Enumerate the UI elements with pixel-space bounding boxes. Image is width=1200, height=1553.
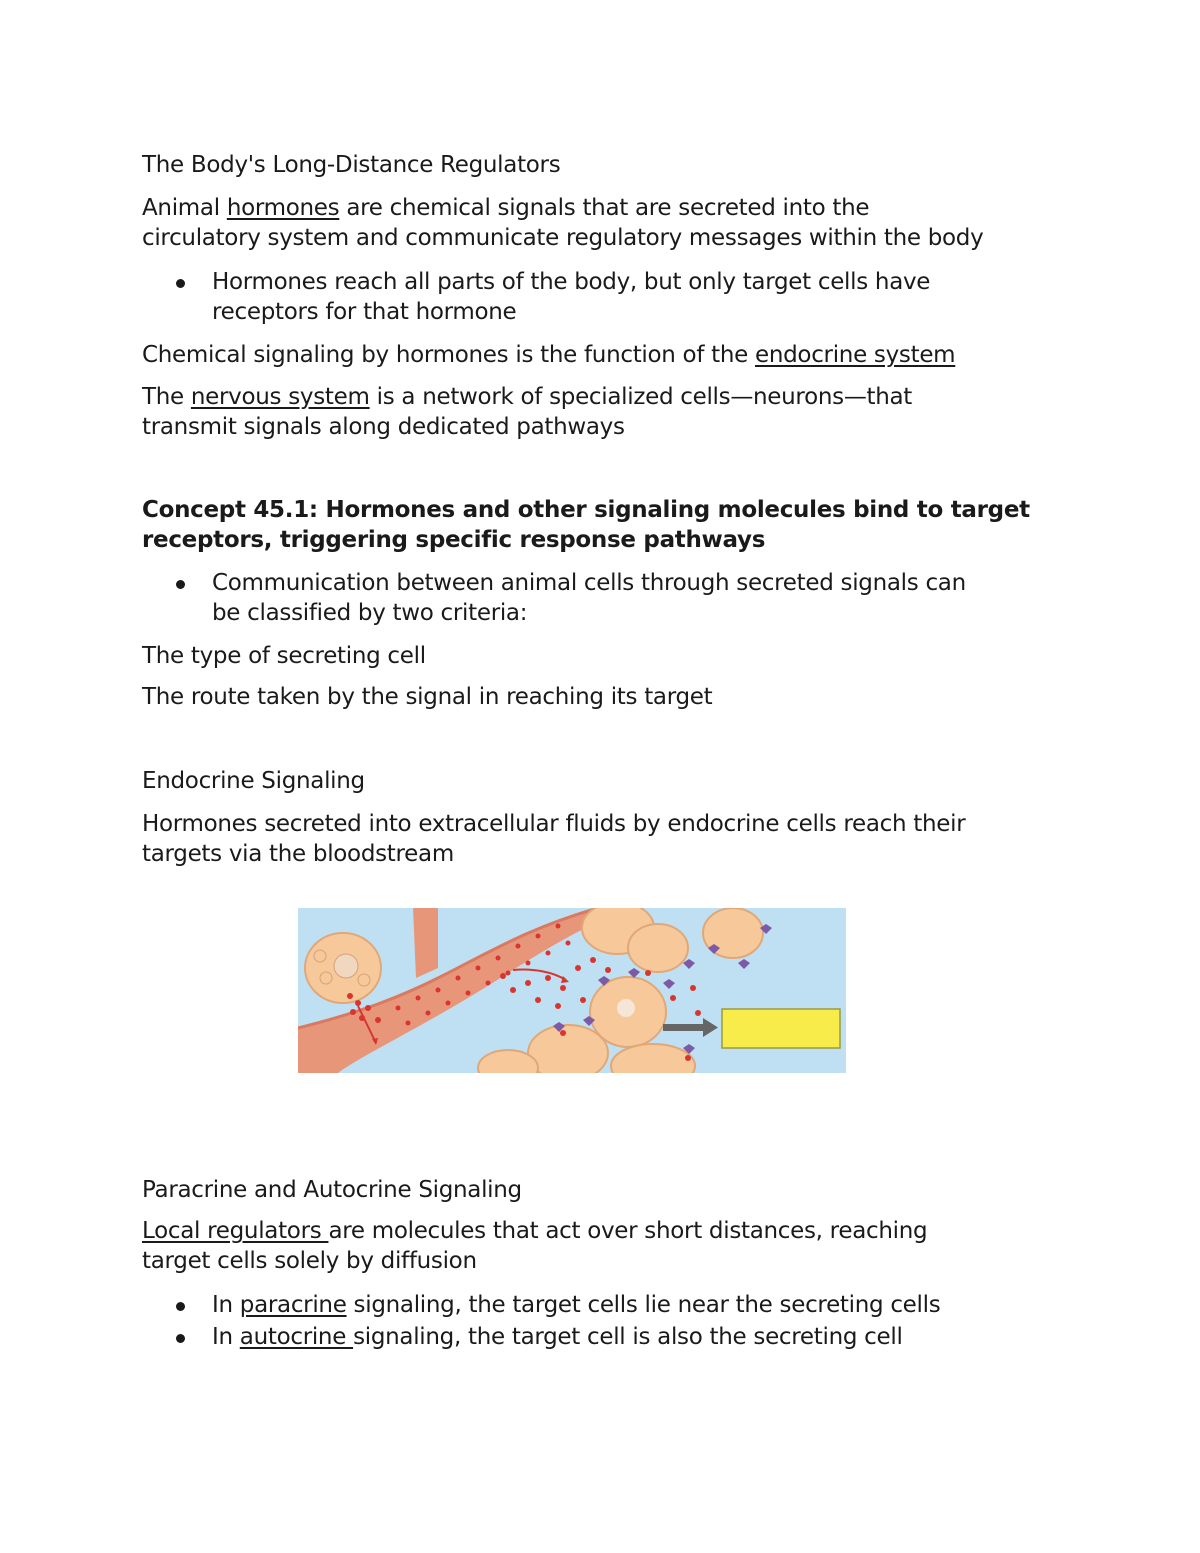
cell-nucleus <box>334 954 358 978</box>
bullet-dot <box>176 1334 185 1343</box>
bullet-hormones-line2: receptors for that hormone <box>212 299 517 325</box>
section-heading-endocrine: Endocrine Signaling <box>142 768 365 794</box>
term-local-regulators: Local regulators <box>142 1218 329 1244</box>
paragraph-hormones-line1 <box>142 193 869 223</box>
blood-vessel-branch <box>413 908 438 978</box>
text: The <box>142 384 191 410</box>
bullet-dot <box>176 1302 185 1311</box>
paragraph-local-regulators-line2: target cells solely by diffusion <box>142 1248 477 1274</box>
text: are chemical signals that are secreted into the <box>339 195 870 221</box>
text: In <box>212 1292 240 1318</box>
text: signaling, the target cells lie near the secreting cells <box>346 1292 941 1318</box>
text: is a network of specialized cells—neurons—that <box>369 384 913 410</box>
section-heading-paracrine: Paracrine and Autocrine Signaling <box>142 1177 522 1203</box>
bullet-dot <box>176 580 185 589</box>
paragraph-endocrine <box>142 340 955 370</box>
target-cell <box>628 924 688 972</box>
paragraph-local-regulators-line1 <box>142 1216 927 1246</box>
concept-heading-line1: Concept 45.1: Hormones and other signaling molecules bind to target <box>142 497 1030 523</box>
term-hormones: hormones <box>226 195 340 221</box>
endocrine-signaling-figure <box>298 908 846 1073</box>
paragraph-nervous-line2: transmit signals along dedicated pathways <box>142 414 625 440</box>
paragraph-endocrine-line2: targets via the bloodstream <box>142 841 454 867</box>
text: signaling, the target cell is also the secreting cell <box>353 1324 903 1350</box>
text: are molecules that act over short distances, reaching <box>328 1218 928 1244</box>
bullet-autocrine <box>212 1322 903 1352</box>
section-heading-long-distance: The Body's Long-Distance Regulators <box>142 152 561 178</box>
criteria-item-2: The route taken by the signal in reaching its target <box>142 684 713 710</box>
bullet-communication-line1: Communication between animal cells through secreted signals can <box>212 570 966 596</box>
bullet-hormones-line1: Hormones reach all parts of the body, but only target cells have <box>212 269 931 295</box>
text: Chemical signaling by hormones is the function of the <box>142 342 755 368</box>
term-autocrine: autocrine <box>239 1324 354 1350</box>
bullet-communication-line2: be classified by two criteria: <box>212 600 528 626</box>
text: In <box>212 1324 240 1350</box>
response-arrow-shaft <box>663 1024 705 1031</box>
criteria-item-1: The type of secreting cell <box>142 643 426 669</box>
term-paracrine: paracrine <box>239 1292 347 1318</box>
paragraph-endocrine-line1: Hormones secreted into extracellular fluids by endocrine cells reach their <box>142 811 966 837</box>
bullet-paracrine <box>212 1290 940 1320</box>
response-box <box>722 1009 840 1048</box>
text: Animal <box>142 195 227 221</box>
paragraph-hormones-line2: circulatory system and communicate regulatory messages within the body <box>142 225 984 251</box>
concept-heading-line2: receptors, triggering specific response pathways <box>142 527 766 553</box>
bullet-dot <box>176 279 185 288</box>
target-cell <box>528 1025 608 1073</box>
term-nervous-system: nervous system <box>190 384 370 410</box>
cell-nucleus <box>617 999 635 1017</box>
paragraph-nervous-line1 <box>142 382 912 412</box>
term-endocrine-system: endocrine system <box>755 342 956 368</box>
